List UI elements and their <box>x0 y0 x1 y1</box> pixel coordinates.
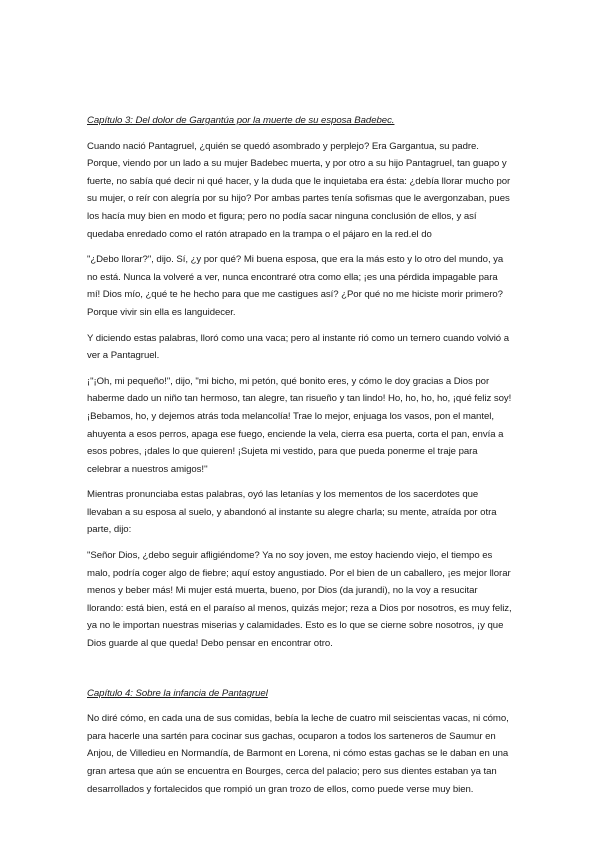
chapter-3-paragraph-2: "¿Debo llorar?", dijo. Sí, ¿y por qué? Mi buena esposa, que era la más esto y lo otro del mundo, ya no está. Nunca la volveré a ver, nunca encontraré otra como ella; ¡es una pérdida impagable para mí! Dios mío, ¿qué te he hecho para que me castigues así? ¿Por qué no me hiciste morir primero? Porque vivir sin ella es languidecer. <box>87 254 504 318</box>
chapter-3-paragraph-3: Y diciendo estas palabras, lloró como una vaca; pero al instante rió como un ternero cuando volvió a ver a Pantagruel. <box>87 332 509 362</box>
chapter-3-title: Capítulo 3: Del dolor de Gargantúa por la muerte de su esposa Badebec. <box>87 115 395 126</box>
chapter-4-title: Capítulo 4: Sobre la infancia de Pantagruel <box>87 687 268 699</box>
section-spacer <box>87 661 513 685</box>
chapter-3-paragraph-4: ¡"¡Oh, mi pequeño!", dijo, "mi bicho, mi petón, qué bonito eres, y cómo le doy gracias a Dios por haberme dado un niño tan hermoso, tan alegre, tan risueño y tan lindo! Ho, ho, ho, ho, ¡qué feliz soy! ¡Bebamos, ho, y dejemos atrás toda melancolía! Trae lo mejor, enjuaga los vasos, pon el mantel, ahuyenta a esos perros, apaga ese fuego, enciende la vela, cierra esa puerta, corta el pan, envía a esos pobres, ¡dales lo que quieren! ¡Sujeta mi vestido, para que pueda ponerme el traje para celebrar a nuestros amigos!'' <box>87 375 512 475</box>
chapter-3-paragraph-1: Cuando nació Pantagruel, ¿quién se quedó asombrado y perplejo? Era Gargantua, su padre. Porque, viendo por un lado a su mujer Badebec muerta, y por otro a su hijo Pantagruel, tan guapo y fuerte, no sabía qué decir ni qué hacer, y la duda que le inquietaba era ésta: ¿debía llorar mucho por su mujer, o reír con alegría por su hijo? Por ambas partes tenía sofismas que le avergonzaban, pues los hacía muy bien en modo et figura; pero no podía sacar ninguna conclusión de ellos, y así quedaba enredado como el ratón atrapado en la trampa o el pájaro en la red.el do <box>87 140 511 240</box>
document-page <box>87 112 513 806</box>
chapter-3-paragraph-6: "Señor Dios, ¿debo seguir afligiéndome? Ya no soy joven, me estoy haciendo viejo, el tiempo es malo, podría coger algo de fiebre; aquí estoy angustiado. Por el bien de un caballero, ¡es mejor llorar menos y beber más! Mi mujer está muerta, bueno, por Dios (da jurandi), no la voy a resucitar llorando: está bien, está en el paraíso al menos, quizás mejor; reza a Dios por nosotros, es muy feliz, ya no le importan nuestras miserias y calamidades. Esto es lo que se cierne sobre nosotros, ¡y que Dios guarde al que queda! Debo pensar en encontrar otro. <box>87 550 512 650</box>
chapter-4-paragraph-1: No diré cómo, en cada una de sus comidas, bebía la leche de cuatro mil seiscientas vacas, ni cómo, para hacerle una sartén para cocinar sus gachas, ocuparon a todos los sarteneros de Saumur en Anjou, de Villedieu en Normandía, de Barmont en Lorena, ni cómo estas gachas se le daban en una gran artesa que aún se encuentra en Bourges, cerca del palacio; pero sus dientes estaban ya tan desarrollados y fortalecidos que rompió un gran trozo de ellos, como puede verse muy bien. <box>87 713 509 795</box>
chapter-3-paragraph-5: Mientras pronunciaba estas palabras, oyó las letanías y los mementos de los sacerdotes que llevaban a su esposa al suelo, y abandonó al instante su alegre charla; su mente, atraída por otra parte, dijo: <box>87 489 497 536</box>
